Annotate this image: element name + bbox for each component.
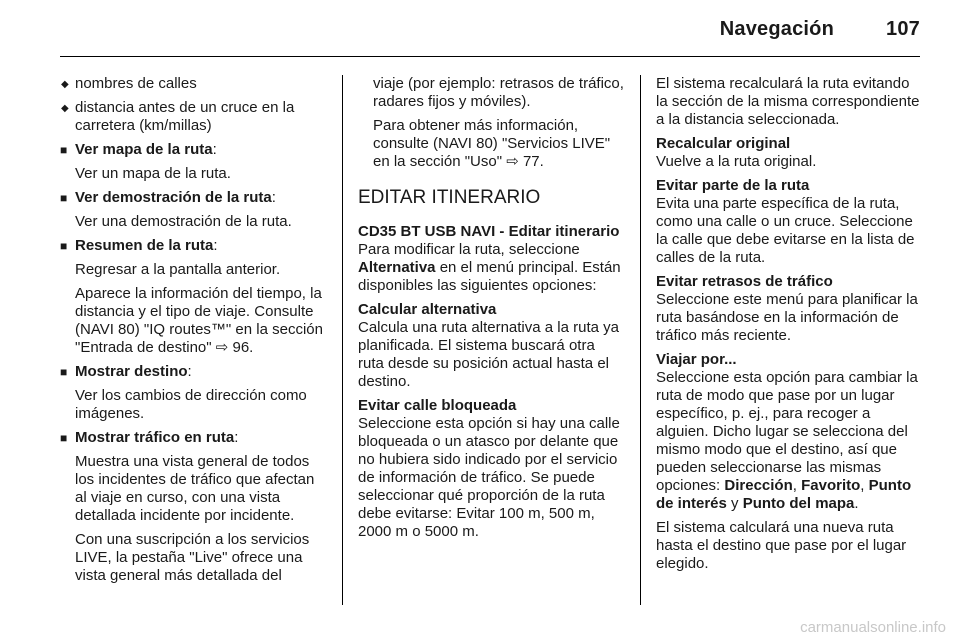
option-desc: Evita una parte específica de la ruta, como una calle o un cruce. Seleccione la calle que debe evitarse en la lista de calles de la ruta. <box>656 195 915 266</box>
paragraph: viaje (por ejemplo: retrasos de tráfico, radares fijos y móviles). <box>373 75 624 110</box>
option-desc: Vuelve a la ruta original. <box>656 153 817 170</box>
option-desc: Seleccione esta opción para cambiar la ruta de modo que pase por un lugar específico, p. ej., para recoger a alguien. Dicho lugar se selecciona del mismo modo que el destino, así que pueden seleccionarse las mismas opciones: Dirección, Favorito, Punto de interés y Punto del mapa. <box>656 369 918 512</box>
page-header <box>720 18 920 41</box>
option-title: Evitar retrasos de tráfico <box>656 273 833 290</box>
item-desc: Ver los cambios de dirección como imágenes. <box>75 387 307 422</box>
item-label: Ver demostración de la ruta <box>75 189 272 206</box>
item-label: Mostrar tráfico en ruta <box>75 429 235 446</box>
page-number: 107 <box>886 18 920 40</box>
option-desc: Seleccione esta opción si hay una calle bloqueada o un atasco por delante que no hubiera sido indicado por el servicio de información de tráfico. Se puede seleccionar qué proporción de la ruta debe evitarse: Evitar 100 m, 500 m, 2000 m o 5000 m. <box>358 415 620 540</box>
item-label: Ver mapa de la ruta <box>75 141 213 158</box>
option-desc: Calcula una ruta alternativa a la ruta ya planificada. El sistema buscará otra ruta desde su posición actual hasta el destino. <box>358 319 619 390</box>
menu-item-ver-demostracion: ■ Ver demostración de la ruta: <box>60 189 326 207</box>
watermark: carmanualsonline.info <box>800 619 946 636</box>
option-title: Evitar calle bloqueada <box>358 397 517 414</box>
paragraph: El sistema recalculará la ruta evitando la sección de la misma correspondiente a la distancia seleccionada. <box>656 75 920 128</box>
menu-item-resumen: ■ Resumen de la ruta: <box>60 237 326 255</box>
option-title: Viajar por... <box>656 351 737 368</box>
bullet-item: ◆ distancia antes de un cruce en la carretera (km/millas) <box>60 99 326 135</box>
page-ref-icon: ⇨ <box>215 339 229 356</box>
item-label: Resumen de la ruta <box>75 237 214 254</box>
item-extra: Con una suscripción a los servicios LIVE, la pestaña "Live" ofrece una vista general más detallada del <box>75 531 310 584</box>
item-desc: Muestra una vista general de todos los incidentes de tráfico que afectan al viaje en curso, con una vista detallada incidente por incidente. <box>75 453 315 524</box>
column-3 <box>656 75 922 579</box>
section-title: Navegación <box>719 18 835 40</box>
bullet-item: ◆ nombres de calles <box>60 75 326 93</box>
option-desc: Seleccione este menú para planificar la ruta basándose en la información de tráfico más reciente. <box>656 291 918 344</box>
item-desc: Ver una demostración de la ruta. <box>75 213 292 230</box>
option-title: Recalcular original <box>656 135 791 152</box>
section-heading: EDITAR ITINERARIO <box>358 187 541 208</box>
page-ref-icon: ⇨ <box>506 153 519 170</box>
item-label: Mostrar destino <box>75 363 188 380</box>
item-desc: Regresar a la pantalla anterior. <box>75 261 281 278</box>
column-divider-1 <box>342 75 343 605</box>
subheading: CD35 BT USB NAVI - Editar itinerario <box>358 223 620 240</box>
column-1 <box>60 75 326 591</box>
paragraph: Para modificar la ruta, seleccione Alternativa en el menú principal. Están disponibles las siguientes opciones: <box>358 241 621 294</box>
paragraph: Para obtener más información, consulte (NAVI 80) "Servicios LIVE" en la sección "Uso" ⇨ 77. <box>373 117 611 170</box>
menu-item-mostrar-destino: ■ Mostrar destino: <box>60 363 326 381</box>
option-title: Calcular alternativa <box>358 301 497 318</box>
item-extra: Aparece la información del tiempo, la distancia y el tipo de viaje. Consulte (NAVI 80) "IQ routes™" en la sección "Entrada de destino" ⇨ 96. <box>75 285 323 356</box>
item-desc: Ver un mapa de la ruta. <box>75 165 231 182</box>
paragraph: El sistema calculará una nueva ruta hasta el destino que pase por el lugar elegido. <box>656 519 907 572</box>
menu-item-ver-mapa: ■ Ver mapa de la ruta: <box>60 141 326 159</box>
column-divider-2 <box>640 75 641 605</box>
header-rule <box>60 56 920 57</box>
menu-item-mostrar-trafico: ■ Mostrar tráfico en ruta: <box>60 429 326 447</box>
option-title: Evitar parte de la ruta <box>656 177 810 194</box>
column-2 <box>358 75 624 547</box>
